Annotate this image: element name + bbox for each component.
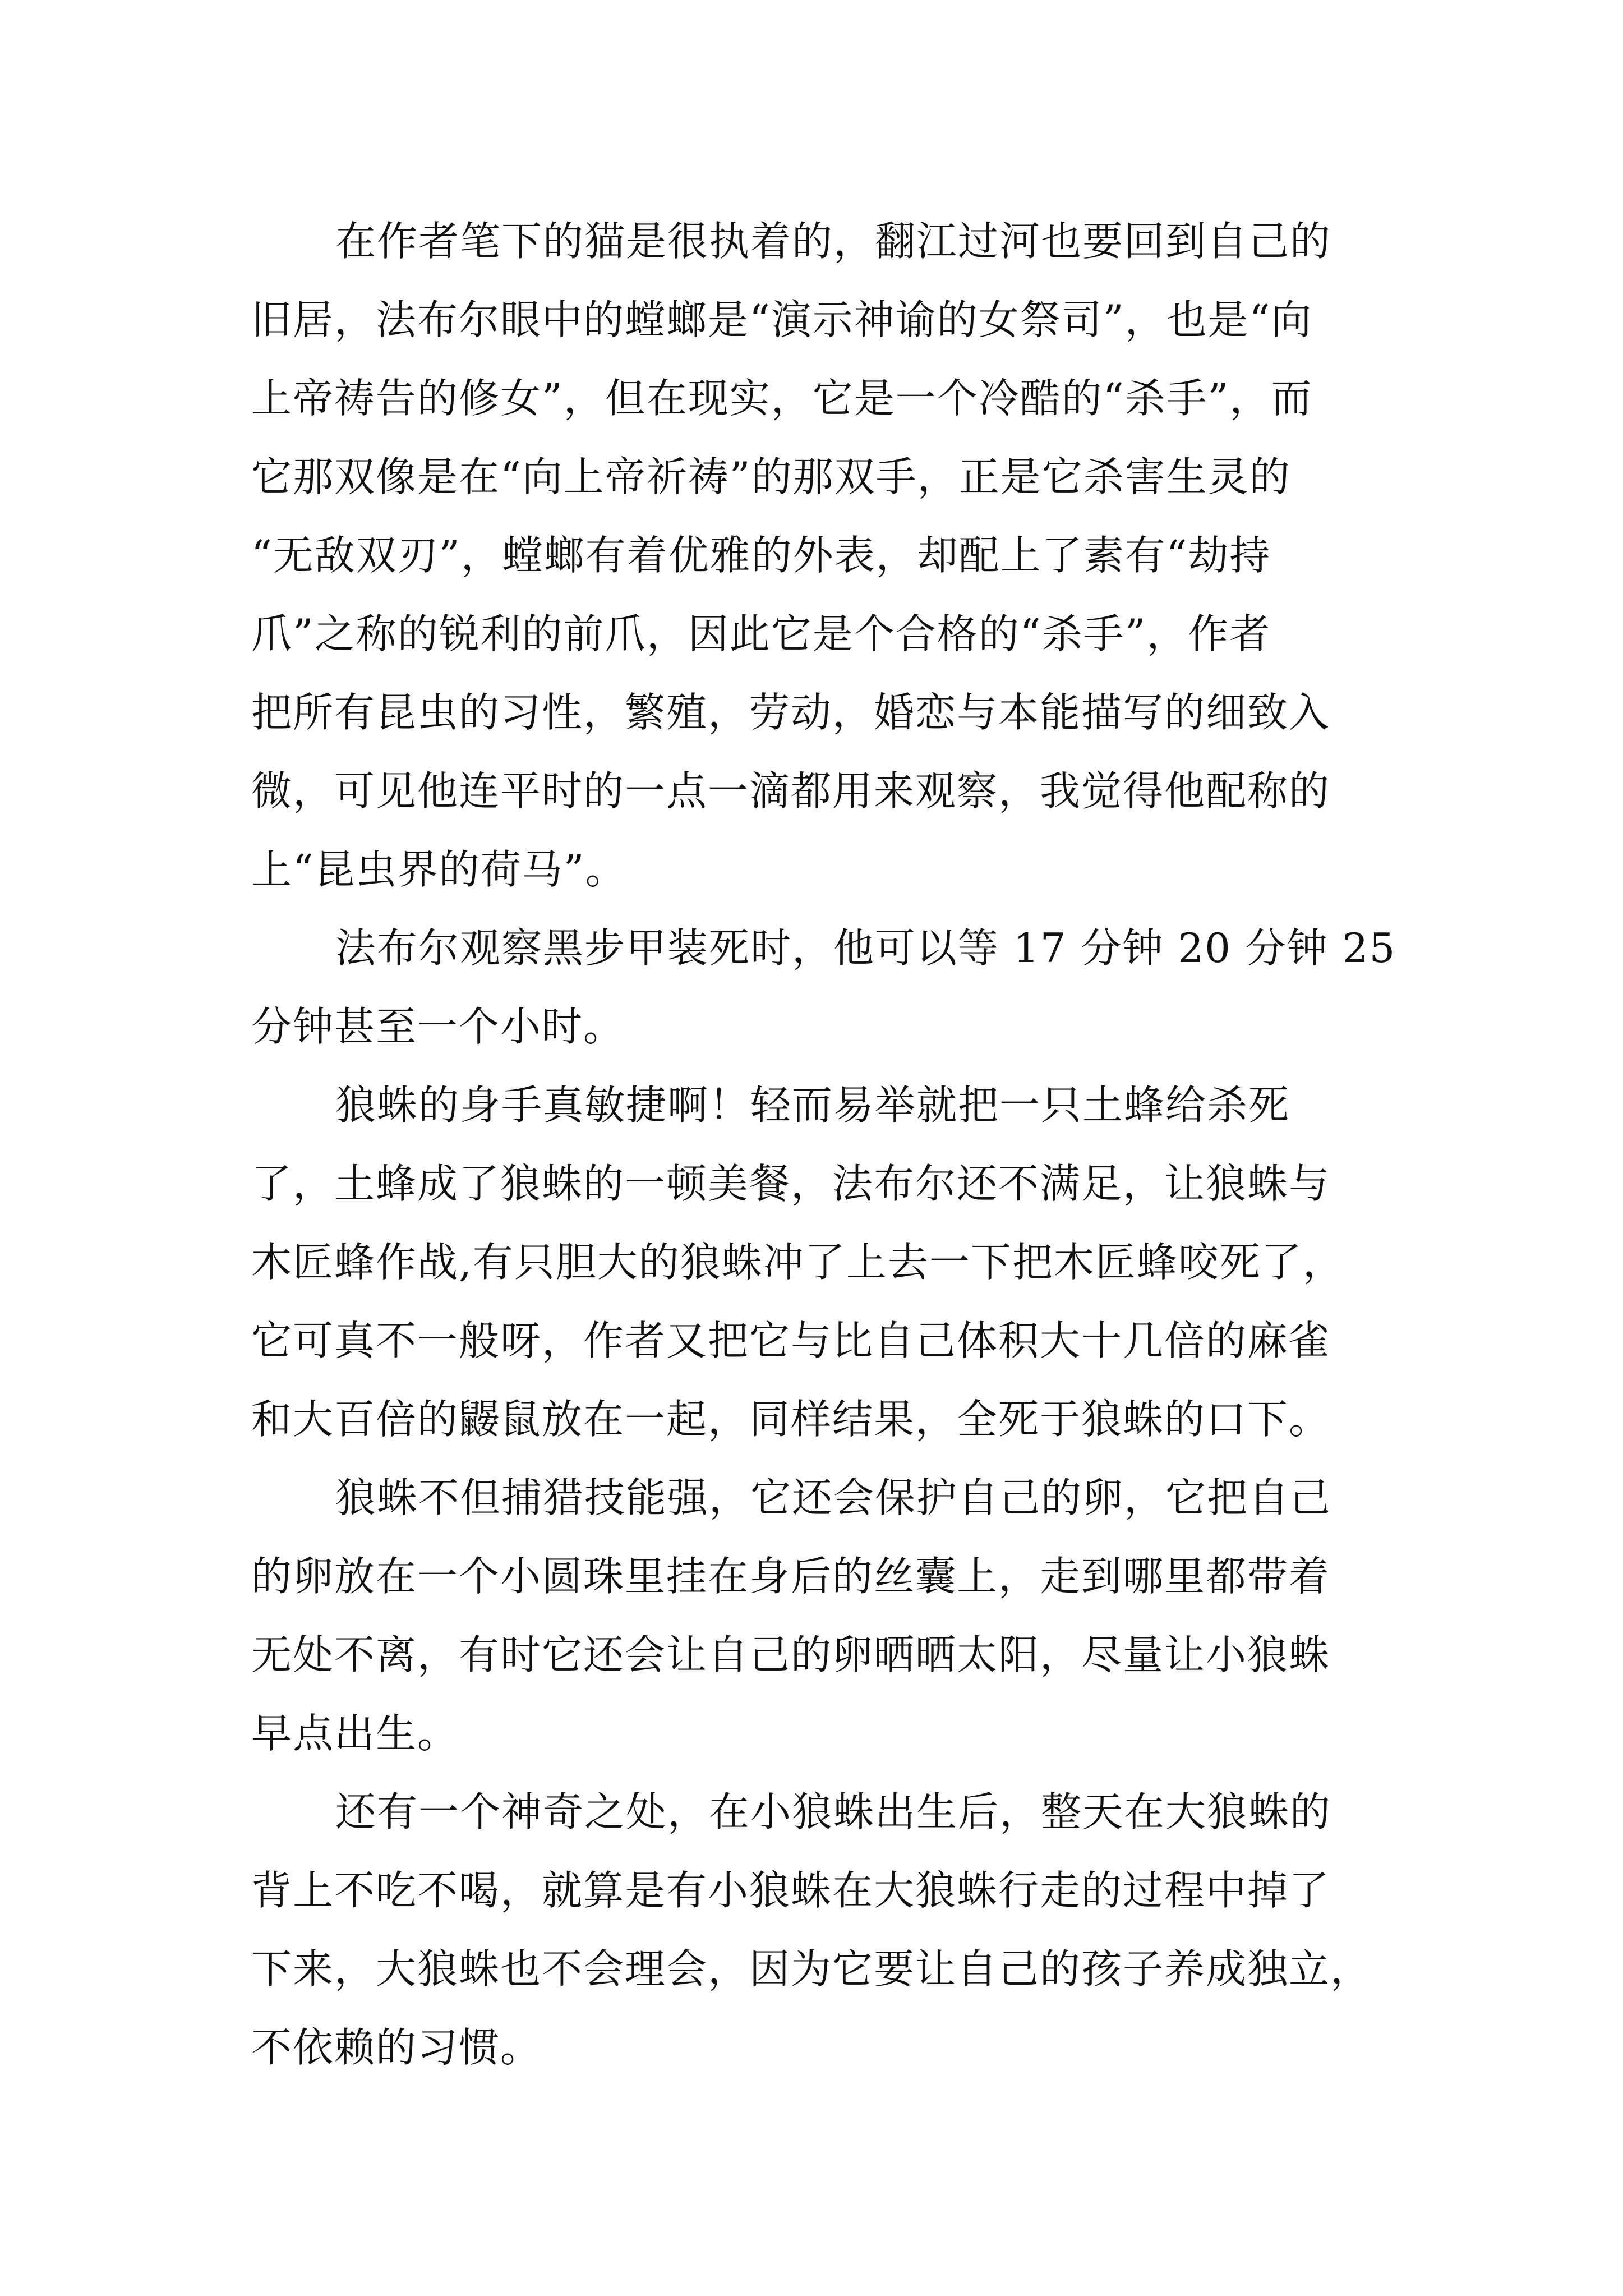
- text-line: 背上不吃不喝，就算是有小狼蛛在大狼蛛行走的过程中掉了: [251, 1867, 1331, 1914]
- text-line: 和大百倍的鼹鼠放在一起，同样结果，全死于狼蛛的口下。: [251, 1396, 1331, 1443]
- text-line: 早点出生。: [251, 1710, 459, 1757]
- text-line: 把所有昆虫的习性，繁殖，劳动，婚恋与本能描写的细致入: [251, 689, 1331, 736]
- paragraph-ground-beetle: [251, 909, 1396, 1066]
- text-line: 它那双像是在“向上帝祈祷”的那双手，正是它杀害生灵的: [251, 453, 1291, 500]
- text-line: 木匠蜂作战,有只胆大的狼蛛冲了上去一下把木匠蜂咬死了，: [251, 1239, 1344, 1286]
- text-line: 不依赖的习惯。: [251, 2024, 542, 2071]
- text-line: 微，可见他连平时的一点一滴都用来观察，我觉得他配称的: [251, 767, 1331, 815]
- text-line: 上“昆虫界的荷马”。: [251, 846, 627, 893]
- text-line: “无敌双刃”，螳螂有着优雅的外表，却配上了素有“劫持: [251, 532, 1271, 579]
- paragraph-wolf-spider-eggs: [251, 1458, 1378, 1773]
- document-body: [251, 202, 1396, 2087]
- text-line: 的卵放在一个小圆珠里挂在身后的丝囊上，走到哪里都带着: [251, 1553, 1331, 1600]
- paragraph-wolf-spider-hunting: [251, 1066, 1378, 1458]
- paragraph-cat-mantis: [251, 202, 1378, 909]
- text-line: 旧居，法布尔眼中的螳螂是“演示神谕的女祭司”，也是“向: [251, 296, 1313, 343]
- text-line: 在作者笔下的猫是很执着的，翻江过河也要回到自己的: [335, 218, 1332, 265]
- text-line: 分钟甚至一个小时。: [251, 1003, 625, 1050]
- text-line: 狼蛛不但捕猎技能强，它还会保护自己的卵，它把自己: [335, 1474, 1332, 1521]
- text-line: 了，土蜂成了狼蛛的一顿美餐，法布尔还不满足，让狼蛛与: [251, 1160, 1331, 1207]
- text-line: 狼蛛的身手真敏捷啊！轻而易举就把一只土蜂给杀死: [335, 1082, 1290, 1129]
- text-line: 无处不离，有时它还会让自己的卵晒晒太阳，尽量让小狼蛛: [251, 1631, 1331, 1678]
- text-line: 下来，大狼蛛也不会理会，因为它要让自己的孩子养成独立，: [251, 1945, 1372, 1993]
- text-line: 法布尔观察黑步甲装死时，他可以等 17 分钟 20 分钟 25: [335, 924, 1396, 972]
- text-line: 还有一个神奇之处，在小狼蛛出生后，整天在大狼蛛的: [335, 1788, 1332, 1835]
- text-line: 它可真不一般呀，作者又把它与比自己体积大十几倍的麻雀: [251, 1317, 1331, 1364]
- text-line: 爪”之称的锐利的前爪，因此它是个合格的“杀手”，作者: [251, 610, 1271, 657]
- text-line: 上帝祷告的修女”，但在现实，它是一个冷酷的“杀手”，而: [251, 375, 1313, 422]
- paragraph-wolf-spider-young: [251, 1773, 1378, 2087]
